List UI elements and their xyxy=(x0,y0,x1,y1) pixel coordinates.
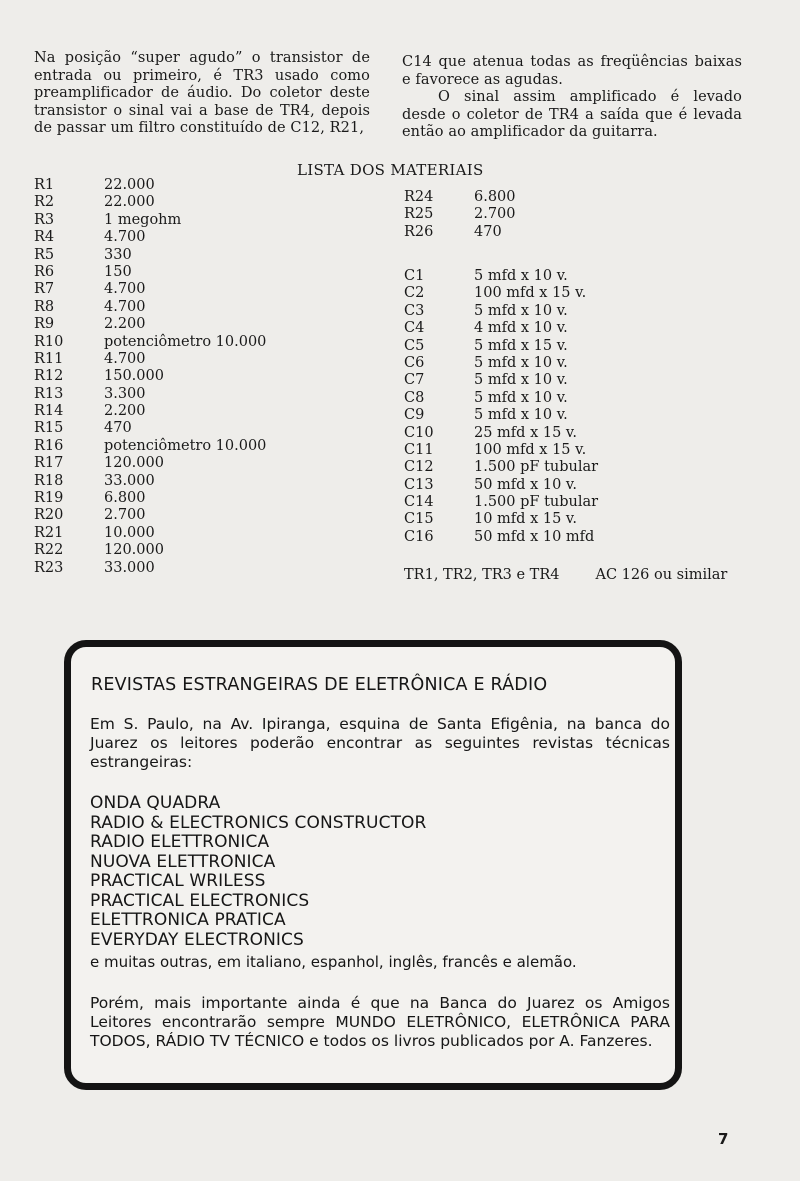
part-row xyxy=(34,229,266,246)
part-row xyxy=(34,525,266,542)
part-row xyxy=(34,386,266,403)
part-row xyxy=(404,285,598,302)
part-row xyxy=(404,372,598,389)
magazine-item: PRACTICAL ELECTRONICS xyxy=(90,890,310,911)
part-row xyxy=(34,316,266,333)
part-row xyxy=(34,247,266,264)
part-code: C4 xyxy=(404,320,425,337)
part-row xyxy=(34,177,266,194)
part-row xyxy=(404,494,598,511)
part-value: 6.800 xyxy=(104,490,146,507)
part-row xyxy=(34,542,266,559)
part-code: R19 xyxy=(34,490,64,507)
part-row xyxy=(404,477,598,494)
part-code: C5 xyxy=(404,337,425,354)
part-code: R11 xyxy=(34,350,64,367)
part-row xyxy=(34,473,266,490)
part-row xyxy=(34,490,266,507)
part-value: 470 xyxy=(104,420,132,437)
part-code: C3 xyxy=(404,302,425,319)
part-value: 1.500 pF tubular xyxy=(474,494,599,511)
magazine-item: EVERYDAY ELECTRONICS xyxy=(90,929,304,950)
part-value: 470 xyxy=(474,223,502,240)
part-value: 100 mfd x 15 v. xyxy=(474,441,587,458)
part-code: R2 xyxy=(34,194,55,211)
capacitors-list xyxy=(404,268,598,546)
part-row xyxy=(404,338,598,355)
part-row xyxy=(404,303,598,320)
part-value: 4.700 xyxy=(104,281,146,298)
transistor-codes: TR1, TR2, TR3 e TR4 xyxy=(404,567,560,583)
resistors-right-list xyxy=(404,189,516,241)
part-value: potenciômetro 10.000 xyxy=(104,437,267,454)
part-row xyxy=(34,455,266,472)
part-row xyxy=(404,442,598,459)
part-value: 150.000 xyxy=(104,368,164,385)
part-row xyxy=(404,407,598,424)
article-left-column: Na posição “super agudo” o transistor de entrada ou primeiro, é TR3 usado como preamplificador de áudio. Do coletor deste transistor o sinal vai a base de TR4, depois de passar um filtro constituído de C12, R21, xyxy=(34,50,370,136)
magazine-list xyxy=(90,794,426,950)
article-right-paragraph-1: C14 que atenua todas as freqüências baixas e favorece as agudas. xyxy=(402,54,742,88)
part-code: C11 xyxy=(404,441,434,458)
part-row xyxy=(404,390,598,407)
part-row xyxy=(34,351,266,368)
part-value: 2.200 xyxy=(104,403,146,420)
part-code: C14 xyxy=(404,494,434,511)
foreign-magazines-box xyxy=(64,640,682,1090)
part-code: R22 xyxy=(34,542,64,559)
part-value: 150 xyxy=(104,263,132,280)
part-code: R10 xyxy=(34,333,64,350)
part-value: 5 mfd x 10 v. xyxy=(474,354,568,371)
part-row xyxy=(404,320,598,337)
part-row xyxy=(34,281,266,298)
part-value: 5 mfd x 15 v. xyxy=(474,337,568,354)
part-value: 6.800 xyxy=(474,189,516,205)
part-code: R4 xyxy=(34,229,55,246)
part-code: R8 xyxy=(34,298,55,315)
part-row xyxy=(34,194,266,211)
part-code: R6 xyxy=(34,263,55,280)
part-code: R3 xyxy=(34,211,55,228)
box-closing-text: Porém, mais importante ainda é que na Banca do Juarez os Amigos Leitores encontrarão sempre MUNDO ELETRÔNICO, ELETRÔNICA PARA TODOS, RÁDIO TV TÉCNICO e todos os livros publicados por A. Fanzeres. xyxy=(90,994,670,1050)
part-value: 10 mfd x 15 v. xyxy=(474,511,577,528)
part-code: C13 xyxy=(404,476,434,493)
part-value: 4.700 xyxy=(104,298,146,315)
part-value: 25 mfd x 15 v. xyxy=(474,424,577,441)
part-code: C7 xyxy=(404,372,425,389)
part-code: C2 xyxy=(404,285,425,302)
part-value: 5 mfd x 10 v. xyxy=(474,372,568,389)
part-row xyxy=(404,206,516,223)
part-value: 5 mfd x 10 v. xyxy=(474,389,568,406)
part-code: C15 xyxy=(404,511,434,528)
part-code: C10 xyxy=(404,424,434,441)
part-value: 3.300 xyxy=(104,385,146,402)
part-row xyxy=(34,420,266,437)
part-value: 33.000 xyxy=(104,559,155,576)
part-code: R5 xyxy=(34,246,55,263)
part-value: 4.700 xyxy=(104,350,146,367)
part-code: R15 xyxy=(34,420,64,437)
part-code: R16 xyxy=(34,437,64,454)
part-code: C6 xyxy=(404,354,425,371)
part-row xyxy=(34,438,266,455)
part-row xyxy=(34,334,266,351)
part-value: 1 megohm xyxy=(104,211,182,228)
article-right-column xyxy=(402,54,742,142)
part-value: 100 mfd x 15 v. xyxy=(474,285,587,302)
part-row xyxy=(404,529,598,546)
magazine-item: RADIO ELETTRONICA xyxy=(90,832,270,852)
part-value: 2.700 xyxy=(104,507,146,524)
box-title: REVISTAS ESTRANGEIRAS DE ELETRÔNICA E RÁDIO xyxy=(91,675,548,695)
part-code: R21 xyxy=(34,524,64,541)
part-code: C12 xyxy=(404,459,434,476)
part-code: R20 xyxy=(34,507,64,524)
part-value: 2.200 xyxy=(104,316,146,333)
part-code: R13 xyxy=(34,385,64,402)
part-row xyxy=(34,368,266,385)
part-code: R26 xyxy=(404,223,434,240)
part-code: R1 xyxy=(34,177,55,193)
box-intro: Em S. Paulo, na Av. Ipiranga, esquina de Santa Efigênia, na banca do Juarez os leitores poderão encontrar as seguintes revistas técnicas estrangeiras: xyxy=(90,715,670,771)
part-code: R23 xyxy=(34,559,64,576)
part-value: 22.000 xyxy=(104,177,155,193)
part-value: 22.000 xyxy=(104,194,155,211)
article-right-paragraph-2: O sinal assim amplificado é levado desde o coletor de TR4 a saída que é levada então ao amplificador da guitarra. xyxy=(402,89,742,140)
part-row xyxy=(404,459,598,476)
part-value: 120.000 xyxy=(104,455,164,472)
part-row xyxy=(34,264,266,281)
part-value: 50 mfd x 10 v. xyxy=(474,476,577,493)
part-value: 120.000 xyxy=(104,542,164,559)
part-code: R25 xyxy=(404,206,434,223)
part-code: R17 xyxy=(34,455,64,472)
resistors-left-list xyxy=(34,177,266,577)
part-code: R14 xyxy=(34,403,64,420)
transistor-value: AC 126 ou similar xyxy=(595,567,728,583)
magazine-item: NUOVA ELETTRONICA xyxy=(90,851,276,872)
transistors-line xyxy=(404,567,727,583)
part-row xyxy=(34,403,266,420)
part-row xyxy=(404,224,516,241)
part-value: 10.000 xyxy=(104,524,155,541)
part-code: R12 xyxy=(34,368,64,385)
part-value: 4 mfd x 10 v. xyxy=(474,320,568,337)
part-code: C8 xyxy=(404,389,425,406)
magazine-item: ONDA QUADRA xyxy=(90,793,221,813)
part-code: R18 xyxy=(34,472,64,489)
part-code: C16 xyxy=(404,528,434,545)
part-code: R9 xyxy=(34,316,55,333)
part-code: C9 xyxy=(404,407,425,424)
part-value: 5 mfd x 10 v. xyxy=(474,407,568,424)
part-value: 5 mfd x 10 v. xyxy=(474,302,568,319)
part-row xyxy=(404,355,598,372)
part-value: 5 mfd x 10 v. xyxy=(474,268,568,284)
part-value: potenciômetro 10.000 xyxy=(104,333,267,350)
part-code: R24 xyxy=(404,189,434,205)
part-row xyxy=(34,299,266,316)
part-row xyxy=(404,268,598,285)
part-code: C1 xyxy=(404,268,425,284)
part-value: 2.700 xyxy=(474,206,516,223)
part-row xyxy=(404,189,516,206)
magazine-item: PRACTICAL WRILESS xyxy=(90,871,266,891)
part-row xyxy=(34,560,266,577)
part-value: 1.500 pF tubular xyxy=(474,459,599,476)
materials-list-title: LISTA DOS MATERIAIS xyxy=(297,161,484,179)
page-number: 7 xyxy=(718,1130,729,1148)
part-row xyxy=(404,425,598,442)
part-row xyxy=(404,511,598,528)
part-code: R7 xyxy=(34,281,55,298)
part-value: 33.000 xyxy=(104,472,155,489)
magazine-item: ELETTRONICA PRATICA xyxy=(90,910,286,930)
part-value: 50 mfd x 10 mfd xyxy=(474,528,595,545)
magazine-item: RADIO & ELECTRONICS CONSTRUCTOR xyxy=(90,812,427,833)
part-value: 330 xyxy=(104,246,132,263)
part-value: 4.700 xyxy=(104,229,146,246)
part-row xyxy=(34,212,266,229)
box-other-languages: e muitas outras, em italiano, espanhol, inglês, francês e alemão. xyxy=(90,953,577,971)
part-row xyxy=(34,507,266,524)
